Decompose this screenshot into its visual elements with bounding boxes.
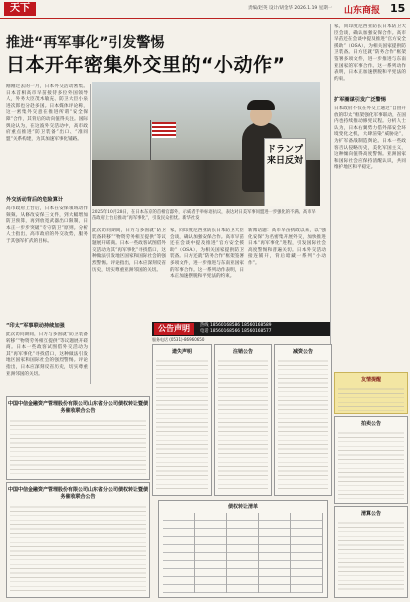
notice-block-1: [6, 396, 150, 480]
notice-block-6: [334, 416, 408, 504]
table-grid: [163, 513, 323, 593]
ad-service-phone: 服务电话 (0531)-86960650: [152, 337, 205, 342]
notice-title: 中国中信金融资产管理股份有限公司山东省分公司债权转让暨债务催收联合公告: [7, 401, 148, 414]
notice-body-lines: [156, 357, 208, 491]
paper-name: 山东商报: [344, 6, 381, 16]
article-col4a: 家，同印度尼西亚防长日本防卫大臣会谈，确认加强安保合作。高市早苗还在会谈中提及推进“官方安全援助”（OSA），为相关国家提供防卫装备。日方还就“防务合作”框架签署多项文件，进一步推进与东南亚国家的军事合作。这一系列动作表明，日本正加速摆脱和平宪法的约束。: [334, 24, 406, 82]
notice-block-2: [6, 482, 150, 598]
notice-title: 注销公告: [232, 349, 253, 355]
notice-title: 拍卖公告: [360, 421, 381, 427]
article-lead: 刚刚过去的一月，日本外交活动密集。日本首相高市早苗接待多位外国领导人，外务大臣茂木敏充、防卫大臣小泉进次郎也分赴多国。日本媒体评论称，这一密集外交意在推进所谓“安全保障”合作，其背后的动向值得关注。国际舆论认为，在这波外交活动中，高市政府重点推进“防卫装备”出口、“准同盟”关系构建，为其加速军事化铺路。: [6, 84, 88, 142]
reminder-box: [334, 372, 408, 414]
article-col3c: 新闻话题：高市早苗执政以来，以“强化安保”为名密集开展外交，加快推进日本“再军事化”进程，引发国际社会高度警惕和普遍关切。日本外交活动接连铺开，背后暗藏一系列“小动作”。: [248, 228, 326, 266]
subhead-2: “印太”军事联动持续加强: [6, 323, 65, 329]
notice-body-lines: [10, 503, 146, 593]
column-rule-right: [330, 24, 331, 364]
reminder-title: 友情提醒: [360, 377, 381, 383]
article-col4b: 日本政府不仅在外交上通过“自由开放的印太”框架强化军事联动，在国内也持续推动修宪议程。分析人士认为，日本右翼势力借外部安全环境变化之机，大肆渲染“威胁论”，为扩军备战制造舆论。日本一些政客否认侵略历史，美化军国主义，这种倾向值得高度警惕。亚洲国家和国际社会应保持清醒认识，共同维护地区和平稳定。: [334, 106, 406, 171]
table-title: 债权转让清单: [227, 504, 258, 510]
notice-body-lines: [218, 357, 268, 491]
notice-title: 清算公告: [360, 511, 381, 517]
protest-sign: ドランプ来日反対: [264, 138, 306, 206]
photo-caption: 2025年10月28日，在日本东京的首相官邸外，示威者手举标语抗议，表达对日美军事同盟进一步强化的不满。高市早苗政府上台后推动“再军事化”，引发民众担忧。新华社发: [92, 210, 316, 221]
protester-cap: [247, 100, 275, 110]
subhead-1: 外交活动背后的危险算计: [6, 197, 64, 203]
page-header: [0, 0, 410, 19]
notice-title: 遗失声明: [171, 349, 192, 355]
flag-shape: [152, 122, 176, 138]
notice-block-4: [214, 344, 272, 496]
notice-body-lines: [338, 429, 404, 499]
article-col3a: 此次访问期间，日方与多国就“防卫装备转移”“物资劳务相互提供”等议题展开磋商。日本一些政客试图借外交活动为其“再军事化”寻找借口，这种做法引发地区国家和国际社会的强烈警惕。评论指出，日本应深刻反省历史，切实尊重亚洲邻国的关切。: [92, 228, 166, 273]
notice-title: 减资公告: [292, 349, 313, 355]
transfer-table: [158, 500, 328, 598]
article-kicker: 推进“再军事化”引发警惕: [6, 35, 165, 51]
notice-block-5: [274, 344, 332, 496]
ad-label: 公告声明: [154, 323, 194, 335]
article-col3b: 家，同印度尼西亚防长日本防卫大臣会谈，确认加强安保合作。高市早苗还在会谈中提及推进“官方安全援助”（OSA），为相关国家提供防卫装备。日方还就“防务合作”框架签署多项文件，进一步推进与东南亚国家的军事合作。这一系列动作表明，日本正加速摆脱和平宪法的约束。: [170, 228, 244, 280]
news-photo: [92, 82, 320, 206]
notice-title: 中国中信金融资产管理股份有限公司山东省分公司债权转让暨债务催收联合公告: [7, 487, 148, 500]
header-meta: 责编/赵英 设计/胡金华 2026.1.19 星期一: [248, 6, 333, 11]
page-number: 15: [390, 2, 406, 15]
article-col2: 此次访问期间，日方与多国就“防卫装备转移”“物资劳务相互提供”等议题展开磋商。日本一些政客试图借外交活动为其“再军事化”寻找借口，这种做法引发地区国家和国际社会的强烈警惕。评论指出，日本应深刻反省历史，切实尊重亚洲邻国的关切。: [6, 332, 88, 377]
notice-body-lines: [278, 357, 328, 491]
ad-banner: [152, 322, 330, 336]
notice-body-lines: [10, 417, 146, 475]
subhead-3: 扩军圈谋引发广泛警惕: [334, 97, 386, 103]
notice-body-lines: [338, 519, 404, 593]
section-tag: 天下: [4, 2, 36, 16]
ad-tel-1: 热线 18560168586 18560168589: [200, 323, 272, 328]
notice-block-3: [152, 344, 212, 496]
ad-tel-2: 电话 18560168566 18560168577: [200, 329, 272, 334]
column-rule: [90, 84, 91, 384]
article-col1b: 高市政府上台后，日本在安保领域动作频频。从修改安保三文件，到大幅增加防卫预算，再到放宽武器出口限制，日本正一步步突破“专守防卫”原则。分析人士指出，高市政府的外交攻势，服务于其强军扩武的目标。: [6, 206, 88, 244]
ad-phones: [200, 323, 271, 335]
notice-block-7: [334, 506, 408, 598]
reminder-body-lines: [338, 385, 404, 411]
article-headline: 日本开年密集外交里的“小动作”: [6, 54, 286, 76]
